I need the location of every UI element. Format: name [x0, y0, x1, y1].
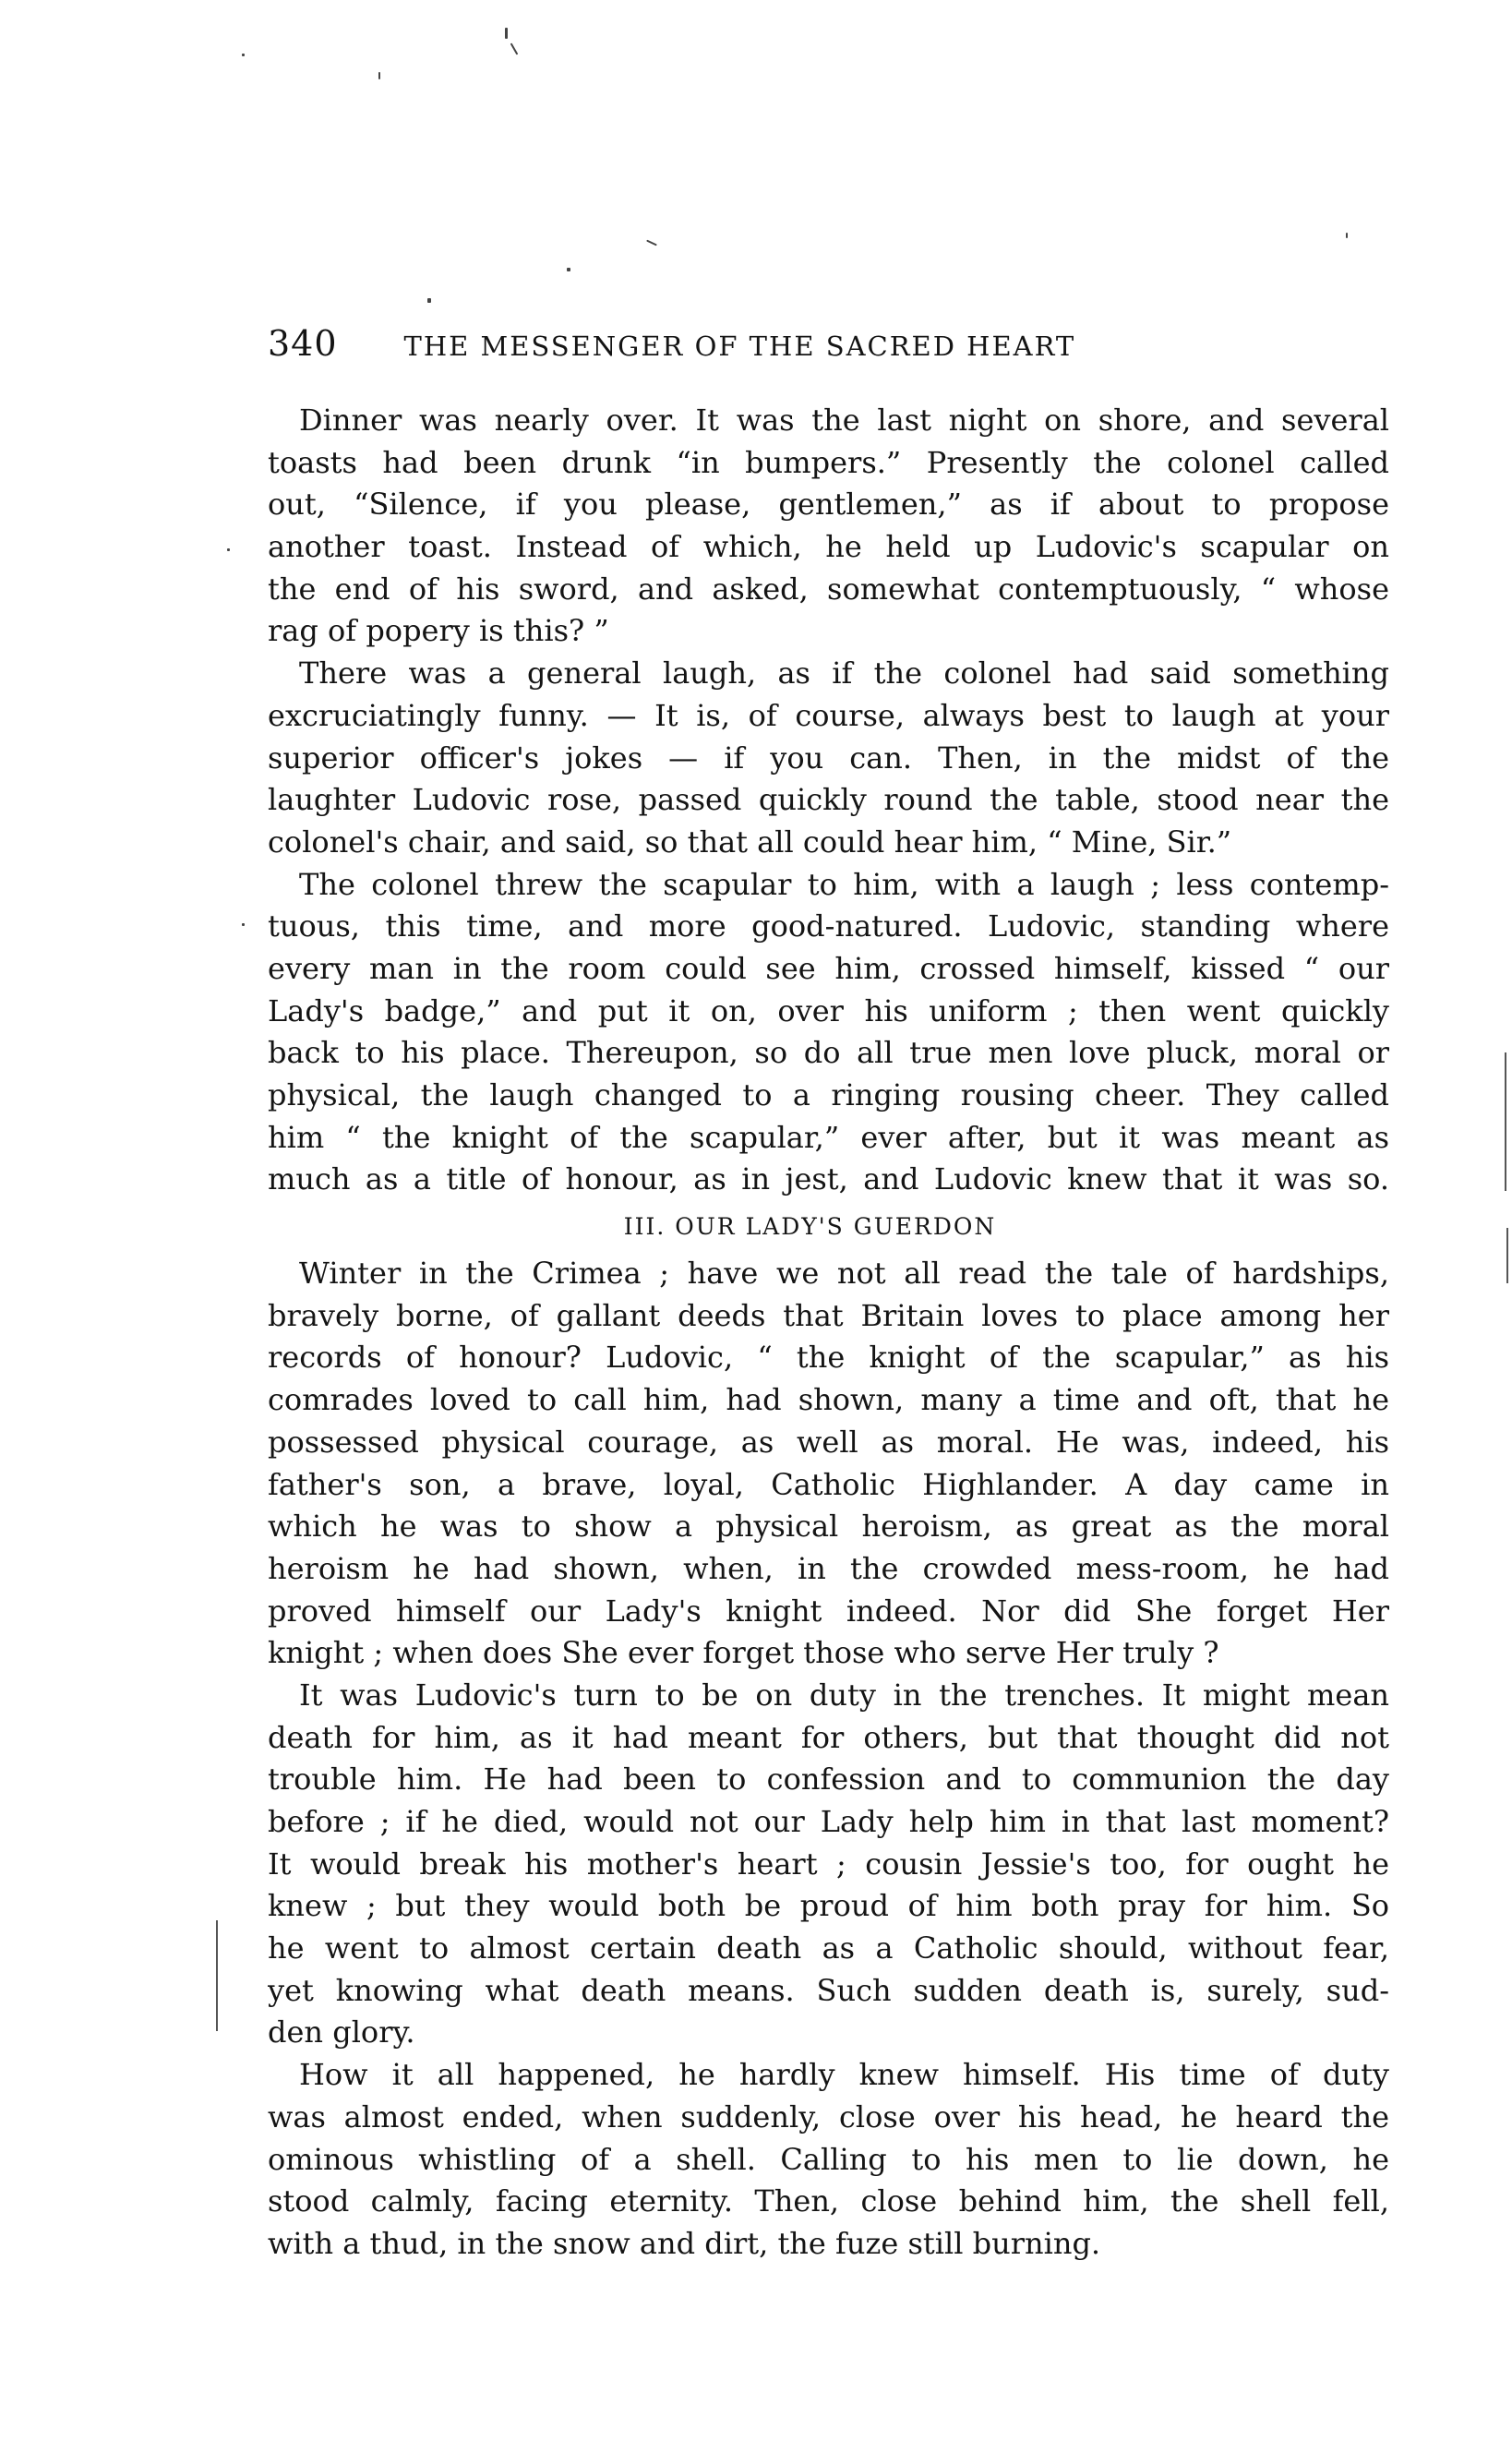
scan-speck — [242, 923, 245, 926]
scan-speck — [427, 298, 431, 303]
text-line: much as a title of honour, as in jest, and Ludovic knew that it was so. — [268, 1161, 1389, 1197]
text-line: the end of his sword, and asked, somewhat contemptuously, “ whose — [268, 571, 1389, 607]
text-line: records of honour? Ludovic, “ the knight of the scapular,” as his — [268, 1340, 1389, 1376]
text-line: Dinner was nearly over. It was the last night on shore, and several — [299, 403, 1389, 438]
scan-speck — [227, 548, 230, 551]
text-line: trouble him. He had been to confession and to communion the day — [268, 1762, 1389, 1798]
scan-speck — [242, 54, 245, 56]
text-line: excruciatingly funny. — It is, of course, always best to laugh at your — [268, 697, 1389, 733]
text-line: which he was to show a physical heroism, as great as the moral — [268, 1509, 1389, 1545]
text-line: knew ; but they would both be proud of him both pray for him. So — [268, 1888, 1389, 1924]
text-line: Lady's badge,” and put it on, over his uniform ; then went quickly — [268, 992, 1389, 1028]
text-block — [268, 400, 1389, 2266]
text-line: There was a general laugh, as if the colonel had said something — [299, 655, 1389, 691]
text-line: possessed physical courage, as well as moral. He was, indeed, his — [268, 1424, 1389, 1460]
text-line: stood calmly, facing eternity. Then, close behind him, the shell fell, — [268, 2183, 1389, 2219]
paragraph — [268, 400, 1389, 653]
running-head — [268, 323, 1218, 367]
text-line: The colonel threw the scapular to him, with a laugh ; less contemp- — [299, 866, 1389, 902]
text-line: laughter Ludovic rose, passed quickly round the table, stood near the — [268, 782, 1389, 818]
paragraph — [268, 653, 1389, 863]
text-line: back to his place. Thereupon, so do all true men love pluck, moral or — [268, 1035, 1389, 1071]
text-line: den glory. — [268, 2014, 415, 2050]
text-line: another toast. Instead of which, he held up Ludovic's scapular on — [268, 529, 1389, 565]
text-line: out, “Silence, if you please, gentlemen,” as if about to propose — [268, 487, 1389, 523]
scan-speck — [646, 240, 657, 247]
paragraph — [268, 1675, 1389, 2054]
scan-speck — [567, 268, 570, 271]
text-line: tuous, this time, and more good-natured. Ludovic, standing where — [268, 908, 1389, 944]
text-line: bravely borne, of gallant deeds that Britain loves to place among her — [268, 1297, 1389, 1333]
section-heading: III. OUR LADY'S GUERDON — [623, 1213, 997, 1241]
paragraph — [268, 864, 1389, 1202]
text-line: heroism he had shown, when, in the crowded mess-room, he had — [268, 1550, 1389, 1586]
text-line: death for him, as it had meant for others, but that thought did not — [268, 1719, 1389, 1755]
text-line: was almost ended, when suddenly, close over his head, he heard the — [268, 2098, 1389, 2134]
text-line: rag of popery is this? ” — [268, 613, 609, 649]
text-line: with a thud, in the snow and dirt, the fuze still burning. — [268, 2225, 1101, 2261]
text-line: him “ the knight of the scapular,” ever after, but it was meant as — [268, 1119, 1389, 1155]
text-line: yet knowing what death means. Such sudden death is, surely, sud- — [268, 1972, 1389, 2008]
scan-speck — [1346, 233, 1348, 238]
text-line: knight ; when does She ever forget those who serve Her truly ? — [268, 1635, 1219, 1671]
margin-mark — [216, 1920, 218, 2031]
text-line: every man in the room could see him, crossed himself, kissed “ our — [268, 950, 1389, 986]
scan-speck — [510, 42, 519, 54]
text-line: physical, the laugh changed to a ringing rousing cheer. They called — [268, 1077, 1389, 1112]
margin-mark — [1506, 1228, 1508, 1283]
text-line: comrades loved to call him, had shown, many a time and oft, that he — [268, 1382, 1389, 1418]
paragraph — [268, 1253, 1389, 1675]
page-number: 340 — [268, 323, 338, 364]
scan-speck — [378, 72, 380, 79]
text-line: toasts had been drunk “in bumpers.” Presently the colonel called — [268, 444, 1389, 480]
margin-mark — [1505, 1052, 1506, 1191]
text-line: ominous whistling of a shell. Calling to his men to lie down, he — [268, 2141, 1389, 2177]
journal-title: THE MESSENGER OF THE SACRED HEART — [403, 331, 1076, 362]
text-line: colonel's chair, and said, so that all could hear him, “ Mine, Sir.” — [268, 824, 1232, 860]
text-line: proved himself our Lady's knight indeed. Nor did She forget Her — [268, 1593, 1389, 1629]
text-line: he went to almost certain death as a Catholic should, without fear, — [268, 1930, 1389, 1966]
paragraph — [268, 2054, 1389, 2265]
text-line: It would break his mother's heart ; cousin Jessie's too, for ought he — [268, 1846, 1389, 1882]
text-line: How it all happened, he hardly knew himself. His time of duty — [299, 2057, 1389, 2093]
text-line: It was Ludovic's turn to be on duty in the trenches. It might mean — [299, 1677, 1389, 1713]
text-line: before ; if he died, would not our Lady help him in that last moment? — [268, 1804, 1389, 1839]
text-line: superior officer's jokes — if you can. Then, in the midst of the — [268, 740, 1389, 776]
scan-speck — [505, 28, 508, 39]
text-line: Winter in the Crimea ; have we not all read the tale of hardships, — [299, 1256, 1389, 1292]
text-line: father's son, a brave, loyal, Catholic Highlander. A day came in — [268, 1466, 1389, 1502]
